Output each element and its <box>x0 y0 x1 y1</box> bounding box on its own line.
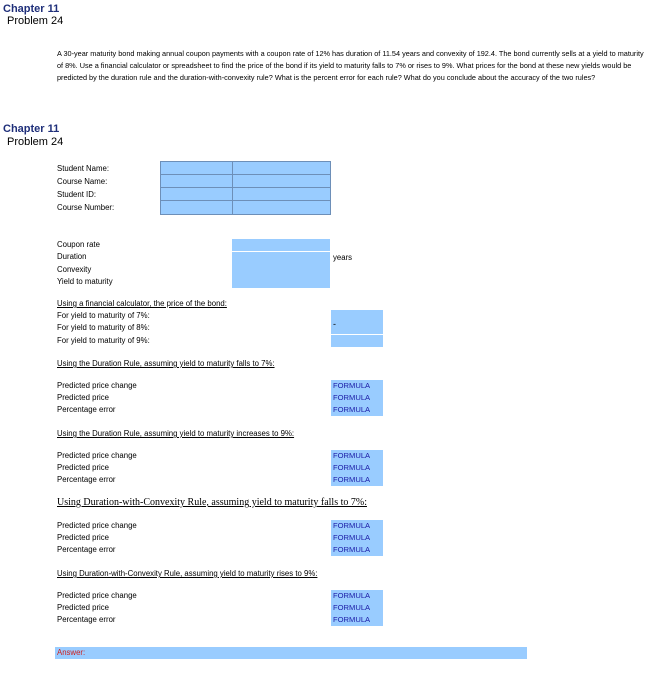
section-3-percentage-error-label: Percentage error <box>57 545 116 554</box>
student-id-label: Student ID: <box>57 190 97 199</box>
section-3-price-change-formula[interactable]: FORMULA <box>331 520 383 532</box>
chapter-title: Chapter 11 <box>3 3 60 15</box>
course-number-row <box>161 201 330 214</box>
section-2-predicted-price-formula[interactable]: FORMULA <box>331 462 383 474</box>
section-3-percentage-error-formula[interactable]: FORMULA <box>331 544 383 556</box>
coupon-rate-label: Coupon rate <box>57 240 100 249</box>
student-id-input[interactable] <box>161 188 232 200</box>
section-4-percentage-error-formula[interactable]: FORMULA <box>331 614 383 626</box>
convexity-label: Convexity <box>57 265 92 274</box>
section-4-price-change-label: Predicted price change <box>57 591 137 600</box>
duration-input[interactable] <box>232 252 330 264</box>
section-2-percentage-error-formula[interactable]: FORMULA <box>331 474 383 486</box>
yield-to-maturity-label: Yield to maturity <box>57 277 113 286</box>
section-1-percentage-error-formula[interactable]: FORMULA <box>331 404 383 416</box>
section-4-price-change-formula[interactable]: FORMULA <box>331 590 383 602</box>
price-7-output[interactable] <box>331 310 383 322</box>
student-info-grid <box>160 161 331 215</box>
section-3-predicted-price-formula[interactable]: FORMULA <box>331 532 383 544</box>
problem-statement: A 30-year maturity bond making annual coupon payments with a coupon rate of 12% has duration of 11.54 years and convexity of 192.4. The bond currently sells at a yield to maturity of 8%. Use a financial calculator or spreadsheet to find the price of the bond if its yield to maturity falls to 7% or rises to 9%. What prices for the bond at these new yields would be predicted by the duration rule and the duration-with-convexity rule? What is the percent error for each rule? What do you conclude about the accuracy of the two rules? <box>57 49 644 83</box>
student-name-input-2[interactable] <box>233 162 330 174</box>
price-9-label: For yield to maturity of 9%: <box>57 336 150 345</box>
section-1-heading: Using the Duration Rule, assuming yield to maturity falls to 7%: <box>57 359 275 368</box>
section-1-price-change-formula[interactable]: FORMULA <box>331 380 383 392</box>
section-2-percentage-error-label: Percentage error <box>57 475 116 484</box>
answer-label: Answer: <box>57 648 86 657</box>
duration-label: Duration <box>57 252 87 261</box>
course-number-input-2[interactable] <box>233 201 330 214</box>
section-3-heading: Using Duration-with-Convexity Rule, assuming yield to maturity falls to 7%: <box>57 497 367 508</box>
problem-title-2: Problem 24 <box>7 136 64 148</box>
section-3-price-change-label: Predicted price change <box>57 521 137 530</box>
course-number-input[interactable] <box>161 201 232 214</box>
section-2-price-change-formula[interactable]: FORMULA <box>331 450 383 462</box>
course-name-input[interactable] <box>161 175 232 187</box>
calculator-heading: Using a financial calculator, the price of the bond: <box>57 299 227 308</box>
student-name-label: Student Name: <box>57 164 110 173</box>
student-id-input-2[interactable] <box>233 188 330 200</box>
section-1-predicted-price-formula[interactable]: FORMULA <box>331 392 383 404</box>
course-name-input-2[interactable] <box>233 175 330 187</box>
student-name-row <box>161 162 330 174</box>
course-name-row <box>161 175 330 187</box>
student-id-row <box>161 188 330 200</box>
price-8-label: For yield to maturity of 8%: <box>57 323 150 332</box>
section-4-percentage-error-label: Percentage error <box>57 615 116 624</box>
problem-title: Problem 24 <box>7 15 64 27</box>
section-1-price-change-label: Predicted price change <box>57 381 137 390</box>
chapter-title-2: Chapter 11 <box>3 123 60 135</box>
price-9-output[interactable] <box>331 335 383 347</box>
student-name-input[interactable] <box>161 162 232 174</box>
duration-unit: years <box>333 253 353 262</box>
price-8-dash: - <box>333 319 336 329</box>
price-8-output[interactable] <box>331 319 383 334</box>
coupon-rate-input[interactable] <box>232 239 330 251</box>
section-4-heading: Using Duration-with-Convexity Rule, assuming yield to maturity rises to 9%: <box>57 569 318 578</box>
section-2-heading: Using the Duration Rule, assuming yield to maturity increases to 9%: <box>57 429 295 438</box>
convexity-input[interactable] <box>232 264 330 276</box>
section-1-percentage-error-label: Percentage error <box>57 405 116 414</box>
section-3-predicted-price-label: Predicted price <box>57 533 110 542</box>
yield-to-maturity-input[interactable] <box>232 276 330 288</box>
section-2-price-change-label: Predicted price change <box>57 451 137 460</box>
course-name-label: Course Name: <box>57 177 108 186</box>
course-number-label: Course Number: <box>57 203 115 212</box>
section-1-predicted-price-label: Predicted price <box>57 393 110 402</box>
price-7-label: For yield to maturity of 7%: <box>57 311 150 320</box>
section-4-predicted-price-formula[interactable]: FORMULA <box>331 602 383 614</box>
section-4-predicted-price-label: Predicted price <box>57 603 110 612</box>
answer-field[interactable] <box>55 647 527 659</box>
section-2-predicted-price-label: Predicted price <box>57 463 110 472</box>
